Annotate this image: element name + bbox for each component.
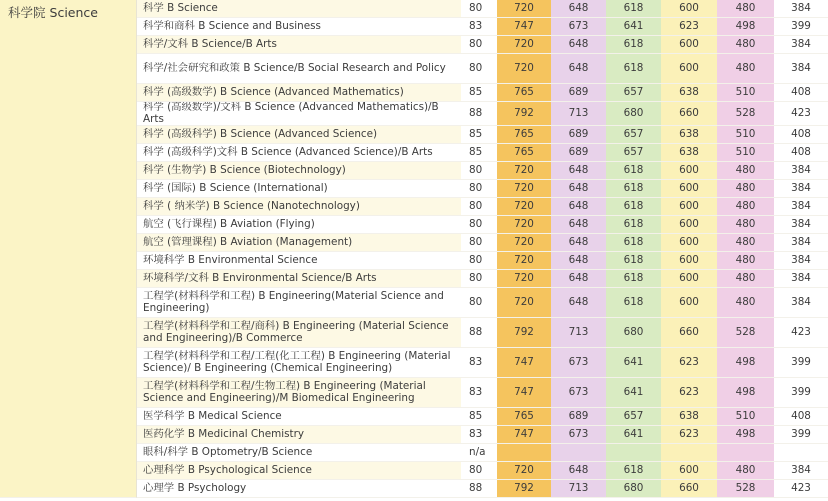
table-row: [0, 0, 828, 18]
score-cell: 648: [551, 234, 606, 252]
score-cell: 618: [606, 36, 661, 54]
score-cell: 498: [717, 18, 774, 36]
score-cell: 618: [606, 54, 661, 84]
score-cell: 713: [551, 102, 606, 126]
score-cell: 528: [717, 480, 774, 498]
score-cell: 792: [497, 480, 551, 498]
score-cell: 713: [551, 480, 606, 498]
score-cell: 600: [661, 234, 717, 252]
score-cell: 480: [717, 162, 774, 180]
score-cell: 720: [497, 288, 551, 318]
score-cell: 399: [774, 378, 828, 408]
score-cell: 747: [497, 18, 551, 36]
requirement-cell: 80: [461, 288, 497, 318]
score-cell: 638: [661, 408, 717, 426]
score-cell: 673: [551, 378, 606, 408]
score-cell: 600: [661, 462, 717, 480]
score-cell: 618: [606, 198, 661, 216]
score-cell: 384: [774, 198, 828, 216]
score-cell: 641: [606, 378, 661, 408]
score-cell: 657: [606, 84, 661, 102]
score-cell: 480: [717, 288, 774, 318]
score-cell: 600: [661, 162, 717, 180]
program-name-cell: 科学 (高级科学) B Science (Advanced Science): [137, 126, 461, 144]
score-cell: 384: [774, 216, 828, 234]
score-cell: 600: [661, 288, 717, 318]
program-name-cell: 科学 (生物学) B Science (Biotechnology): [137, 162, 461, 180]
score-cell: 480: [717, 234, 774, 252]
score-cell: [774, 444, 828, 462]
score-cell: 680: [606, 480, 661, 498]
score-cell: 384: [774, 252, 828, 270]
score-cell: 423: [774, 480, 828, 498]
score-cell: 648: [551, 180, 606, 198]
score-cell: 600: [661, 180, 717, 198]
score-cell: [551, 444, 606, 462]
score-cell: 498: [717, 426, 774, 444]
score-cell: 510: [717, 408, 774, 426]
score-cell: 660: [661, 318, 717, 348]
score-cell: 641: [606, 426, 661, 444]
score-cell: 618: [606, 216, 661, 234]
score-cell: 720: [497, 270, 551, 288]
requirement-cell: 83: [461, 378, 497, 408]
score-cell: 638: [661, 126, 717, 144]
score-cell: 648: [551, 252, 606, 270]
score-cell: 792: [497, 318, 551, 348]
score-cell: 618: [606, 234, 661, 252]
score-cell: 660: [661, 480, 717, 498]
score-cell: 765: [497, 144, 551, 162]
score-cell: 480: [717, 0, 774, 18]
score-cell: 480: [717, 216, 774, 234]
score-cell: 680: [606, 318, 661, 348]
score-cell: 384: [774, 234, 828, 252]
requirement-cell: 83: [461, 18, 497, 36]
score-cell: 480: [717, 54, 774, 84]
score-cell: 638: [661, 144, 717, 162]
score-cell: 528: [717, 318, 774, 348]
score-cell: 480: [717, 180, 774, 198]
score-cell: 384: [774, 0, 828, 18]
requirement-cell: 80: [461, 162, 497, 180]
score-cell: 680: [606, 102, 661, 126]
score-cell: 638: [661, 84, 717, 102]
program-name-cell: 科学 (高级数学)/文科 B Science (Advanced Mathematics)/B Arts: [137, 102, 461, 126]
score-cell: 673: [551, 18, 606, 36]
score-cell: 720: [497, 216, 551, 234]
score-cell: 689: [551, 84, 606, 102]
score-cell: [606, 444, 661, 462]
score-cell: 720: [497, 36, 551, 54]
score-cell: 720: [497, 198, 551, 216]
program-name-cell: 科学 (高级科学)文科 B Science (Advanced Science)/B Arts: [137, 144, 461, 162]
score-cell: 720: [497, 162, 551, 180]
score-cell: 480: [717, 462, 774, 480]
score-cell: 720: [497, 252, 551, 270]
program-name-cell: 航空 (管理课程) B Aviation (Management): [137, 234, 461, 252]
score-cell: 498: [717, 378, 774, 408]
score-cell: 384: [774, 162, 828, 180]
program-name-cell: 环境科学/文科 B Environmental Science/B Arts: [137, 270, 461, 288]
score-cell: 384: [774, 180, 828, 198]
requirement-cell: 80: [461, 234, 497, 252]
score-cell: 648: [551, 36, 606, 54]
score-cell: [661, 444, 717, 462]
requirement-cell: 88: [461, 318, 497, 348]
score-cell: 408: [774, 126, 828, 144]
score-cell: 480: [717, 198, 774, 216]
score-cell: 623: [661, 348, 717, 378]
requirement-cell: 88: [461, 102, 497, 126]
requirement-cell: 85: [461, 84, 497, 102]
requirement-cell: 80: [461, 216, 497, 234]
score-cell: 600: [661, 198, 717, 216]
score-cell: 657: [606, 126, 661, 144]
score-cell: 510: [717, 144, 774, 162]
score-cell: 657: [606, 408, 661, 426]
score-cell: 408: [774, 84, 828, 102]
faculty-name-cn: 科学院: [8, 5, 46, 20]
score-cell: 648: [551, 216, 606, 234]
faculty-cell: [0, 0, 137, 498]
score-cell: 720: [497, 54, 551, 84]
requirement-cell: 85: [461, 126, 497, 144]
score-cell: 765: [497, 84, 551, 102]
program-name-cell: 工程学(材料科学和工程/生物工程) B Engineering (Material Science and Engineering)/M Biomedical Engineering: [137, 378, 461, 408]
score-cell: 648: [551, 462, 606, 480]
requirement-cell: 80: [461, 180, 497, 198]
score-cell: 600: [661, 252, 717, 270]
score-cell: 648: [551, 198, 606, 216]
score-cell: 673: [551, 348, 606, 378]
score-cell: 641: [606, 18, 661, 36]
score-cell: 618: [606, 270, 661, 288]
program-name-cell: 心理科学 B Psychological Science: [137, 462, 461, 480]
score-cell: 399: [774, 426, 828, 444]
score-cell: 384: [774, 54, 828, 84]
score-cell: 765: [497, 408, 551, 426]
program-name-cell: 环境科学 B Environmental Science: [137, 252, 461, 270]
score-cell: 618: [606, 288, 661, 318]
program-name-cell: 科学 (高级数学) B Science (Advanced Mathematics): [137, 84, 461, 102]
score-cell: 660: [661, 102, 717, 126]
program-name-cell: 工程学(材料科学和工程/工程(化工工程) B Engineering (Material Science)/ B Engineering (Chemical Engineering): [137, 348, 461, 378]
score-cell: 408: [774, 408, 828, 426]
score-cell: 618: [606, 0, 661, 18]
score-cell: 765: [497, 126, 551, 144]
score-cell: 747: [497, 378, 551, 408]
requirement-cell: 80: [461, 0, 497, 18]
requirement-cell: 80: [461, 54, 497, 84]
score-cell: 510: [717, 84, 774, 102]
score-cell: 648: [551, 0, 606, 18]
program-name-cell: 科学 ( 纳米学) B Science (Nanotechnology): [137, 198, 461, 216]
score-cell: 423: [774, 102, 828, 126]
score-cell: 689: [551, 126, 606, 144]
requirement-cell: 88: [461, 480, 497, 498]
score-cell: 720: [497, 234, 551, 252]
score-cell: 747: [497, 348, 551, 378]
score-cell: 480: [717, 252, 774, 270]
score-cell: 648: [551, 54, 606, 84]
program-name-cell: 眼科/科学 B Optometry/B Science: [137, 444, 461, 462]
program-name-cell: 科学和商科 B Science and Business: [137, 18, 461, 36]
score-cell: 384: [774, 288, 828, 318]
score-cell: 792: [497, 102, 551, 126]
score-cell: 600: [661, 270, 717, 288]
score-cell: 480: [717, 36, 774, 54]
score-cell: 384: [774, 270, 828, 288]
score-cell: 689: [551, 408, 606, 426]
score-cell: 600: [661, 216, 717, 234]
program-name-cell: 科学/社会研究和政策 B Science/B Social Research and Policy: [137, 54, 461, 84]
faculty-name-en: Science: [49, 5, 98, 20]
program-name-cell: 医药化学 B Medicinal Chemistry: [137, 426, 461, 444]
program-name-cell: 医学科学 B Medical Science: [137, 408, 461, 426]
score-cell: 423: [774, 318, 828, 348]
requirement-cell: 85: [461, 144, 497, 162]
requirement-cell: 80: [461, 198, 497, 216]
program-name-cell: 心理学 B Psychology: [137, 480, 461, 498]
score-cell: 408: [774, 144, 828, 162]
requirement-cell: 80: [461, 252, 497, 270]
score-cell: 498: [717, 348, 774, 378]
score-cell: 384: [774, 36, 828, 54]
score-cell: 623: [661, 426, 717, 444]
requirement-cell: 83: [461, 348, 497, 378]
score-cell: 399: [774, 18, 828, 36]
score-cell: 673: [551, 426, 606, 444]
score-cell: 713: [551, 318, 606, 348]
score-cell: 600: [661, 36, 717, 54]
requirement-cell: 80: [461, 270, 497, 288]
score-cell: 747: [497, 426, 551, 444]
program-name-cell: 工程学(材料科学和工程/商科) B Engineering (Material Science and Engineering)/B Commerce: [137, 318, 461, 348]
score-cell: 689: [551, 144, 606, 162]
score-cell: 623: [661, 378, 717, 408]
requirement-cell: 83: [461, 426, 497, 444]
score-cell: 648: [551, 270, 606, 288]
score-cell: [497, 444, 551, 462]
requirement-cell: 80: [461, 36, 497, 54]
score-cell: 480: [717, 270, 774, 288]
requirement-cell: 80: [461, 462, 497, 480]
score-cell: 720: [497, 180, 551, 198]
program-name-cell: 科学/文科 B Science/B Arts: [137, 36, 461, 54]
score-cell: 641: [606, 348, 661, 378]
score-cell: 399: [774, 348, 828, 378]
score-cell: 657: [606, 144, 661, 162]
program-name-cell: 工程学(材料科学和工程) B Engineering(Material Science and Engineering): [137, 288, 461, 318]
score-cell: 528: [717, 102, 774, 126]
requirement-cell: n/a: [461, 444, 497, 462]
program-name-cell: 科学 (国际) B Science (International): [137, 180, 461, 198]
score-cell: 600: [661, 0, 717, 18]
score-cell: 720: [497, 0, 551, 18]
score-cell: 384: [774, 462, 828, 480]
program-name-cell: 科学 B Science: [137, 0, 461, 18]
score-cell: 648: [551, 162, 606, 180]
score-cell: 648: [551, 288, 606, 318]
score-cell: 618: [606, 462, 661, 480]
score-cell: 623: [661, 18, 717, 36]
score-cell: 618: [606, 252, 661, 270]
requirement-cell: 85: [461, 408, 497, 426]
program-name-cell: 航空 (飞行课程) B Aviation (Flying): [137, 216, 461, 234]
score-cell: 618: [606, 162, 661, 180]
score-cell: 720: [497, 462, 551, 480]
score-cell: 510: [717, 126, 774, 144]
score-cell: 618: [606, 180, 661, 198]
score-cell: 600: [661, 54, 717, 84]
score-cell: [717, 444, 774, 462]
